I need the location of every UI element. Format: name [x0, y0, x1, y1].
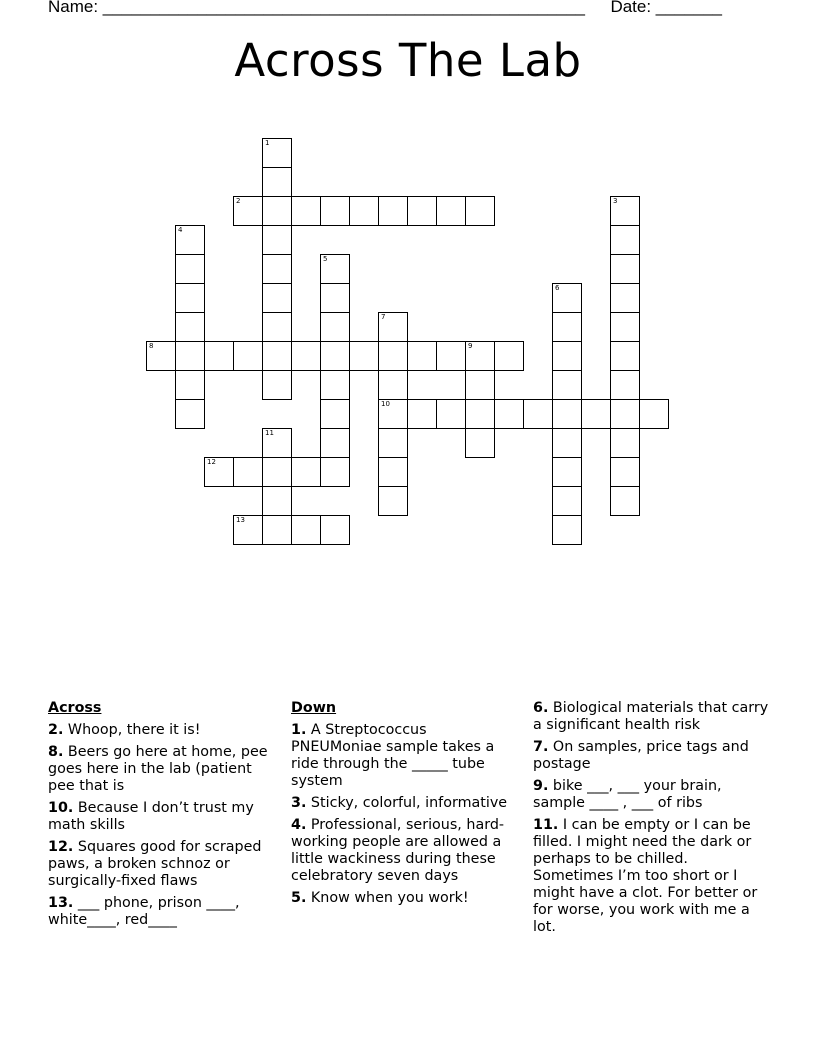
grid-cell[interactable] [233, 457, 263, 487]
puzzle-title: Across The Lab [234, 34, 582, 87]
clue-number: 8. [48, 744, 64, 760]
grid-cell[interactable] [291, 515, 321, 545]
name-field[interactable]: Name: ___________________________________________________ [48, 0, 585, 16]
clue-number-label: 11 [265, 429, 274, 437]
clue-item [533, 778, 769, 812]
grid-cell[interactable] [262, 341, 292, 371]
grid-cell[interactable] [436, 341, 466, 371]
clue-item [48, 722, 278, 739]
grid-cell[interactable] [233, 515, 263, 545]
clue-number-label: 5 [323, 255, 328, 263]
clue-number: 1. [291, 722, 307, 738]
clue-number: 6. [533, 700, 549, 716]
grid-cell[interactable] [320, 457, 350, 487]
clue-item [291, 890, 519, 907]
clue-number-label: 7 [381, 313, 386, 321]
grid-cell[interactable] [407, 196, 437, 226]
grid-cell[interactable] [320, 515, 350, 545]
clue-number: 7. [533, 739, 549, 755]
clue-number-label: 1 [265, 139, 270, 147]
grid-cell[interactable] [262, 428, 292, 458]
grid-cell[interactable] [262, 283, 292, 313]
down-heading: Down [291, 700, 337, 716]
grid-cell[interactable] [378, 457, 408, 487]
clue-item [48, 744, 278, 795]
grid-cell[interactable] [262, 312, 292, 342]
date-field[interactable]: Date: _______ [610, 0, 722, 16]
grid-cell[interactable] [581, 399, 611, 429]
grid-cell[interactable] [233, 196, 263, 226]
grid-cell[interactable] [262, 486, 292, 516]
clue-text: bike ___, ___ your brain, sample ____ , ___ of ribs [533, 778, 722, 811]
grid-cell[interactable] [465, 341, 495, 371]
grid-cell[interactable] [552, 486, 582, 516]
grid-cell[interactable] [378, 370, 408, 400]
grid-cell[interactable] [262, 515, 292, 545]
grid-cell[interactable] [175, 341, 205, 371]
clue-text: I can be empty or I can be filled. I might need the dark or perhaps to be chilled. Sometimes I’m too short or I might have a clot. For better or for worse, you work with me a lot. [533, 817, 758, 935]
grid-cell[interactable] [552, 515, 582, 545]
clue-item [48, 839, 278, 890]
clue-item [48, 895, 278, 929]
grid-cell[interactable] [175, 225, 205, 255]
clue-number-label: 13 [236, 516, 245, 524]
clue-text: ___ phone, prison ____, white____, red____ [48, 895, 240, 928]
clue-item [291, 722, 519, 790]
grid-cell[interactable] [610, 370, 640, 400]
grid-cell[interactable] [291, 196, 321, 226]
grid-cell[interactable] [610, 428, 640, 458]
clue-text: Because I don’t trust my math skills [48, 800, 254, 833]
grid-cell[interactable] [610, 225, 640, 255]
grid-cell[interactable] [146, 341, 176, 371]
grid-cell[interactable] [233, 341, 263, 371]
clue-number-label: 12 [207, 458, 216, 466]
grid-cell[interactable] [407, 399, 437, 429]
clue-text: Biological materials that carry a significant health risk [533, 700, 769, 733]
grid-cell[interactable] [436, 196, 466, 226]
grid-cell[interactable] [610, 283, 640, 313]
clue-item [291, 817, 519, 885]
clue-item [291, 795, 519, 812]
clue-number: 4. [291, 817, 307, 833]
grid-cell[interactable] [552, 370, 582, 400]
grid-cell[interactable] [262, 138, 292, 168]
grid-cell[interactable] [204, 457, 234, 487]
grid-cell[interactable] [378, 196, 408, 226]
grid-cell[interactable] [262, 457, 292, 487]
grid-cell[interactable] [320, 196, 350, 226]
grid-cell[interactable] [465, 370, 495, 400]
grid-cell[interactable] [610, 196, 640, 226]
clue-number-label: 8 [149, 342, 154, 350]
clue-text: A Streptococcus PNEUMoniae sample takes a ride through the _____ tube system [291, 722, 495, 789]
across-heading: Across [48, 700, 102, 716]
grid-cell[interactable] [465, 196, 495, 226]
clue-number-label: 6 [555, 284, 560, 292]
grid-cell[interactable] [523, 399, 553, 429]
grid-cell[interactable] [552, 457, 582, 487]
grid-cell[interactable] [465, 428, 495, 458]
clue-number-label: 10 [381, 400, 390, 408]
grid-cell[interactable] [378, 399, 408, 429]
grid-cell[interactable] [436, 399, 466, 429]
clue-text: Beers go here at home, pee goes here in the lab (patient pee that is [48, 744, 268, 794]
grid-cell[interactable] [175, 370, 205, 400]
clue-number: 9. [533, 778, 549, 794]
clue-text: Squares good for scraped paws, a broken schnoz or surgically-fixed flaws [48, 839, 262, 889]
clue-number: 11. [533, 817, 559, 833]
grid-cell[interactable] [262, 370, 292, 400]
grid-cell[interactable] [320, 283, 350, 313]
clue-text: Sticky, colorful, informative [306, 795, 508, 811]
grid-cell[interactable] [320, 254, 350, 284]
grid-cell[interactable] [262, 225, 292, 255]
grid-cell[interactable] [320, 312, 350, 342]
grid-cell[interactable] [552, 283, 582, 313]
grid-cell[interactable] [349, 341, 379, 371]
grid-cell[interactable] [378, 486, 408, 516]
clue-number-label: 4 [178, 226, 183, 234]
clue-text: Whoop, there it is! [63, 722, 201, 738]
grid-cell[interactable] [204, 341, 234, 371]
grid-cell[interactable] [639, 399, 669, 429]
grid-cell[interactable] [175, 312, 205, 342]
grid-cell[interactable] [262, 167, 292, 197]
grid-cell[interactable] [465, 399, 495, 429]
clue-number: 2. [48, 722, 64, 738]
across-clues [48, 700, 278, 934]
grid-cell[interactable] [320, 341, 350, 371]
grid-cell[interactable] [320, 428, 350, 458]
grid-cell[interactable] [291, 457, 321, 487]
grid-cell[interactable] [610, 399, 640, 429]
clue-number-label: 2 [236, 197, 241, 205]
grid-cell[interactable] [552, 428, 582, 458]
clue-item [533, 739, 769, 773]
grid-cell[interactable] [320, 399, 350, 429]
clue-number-label: 9 [468, 342, 473, 350]
clue-number-label: 3 [613, 197, 618, 205]
grid-cell[interactable] [262, 196, 292, 226]
clue-number: 12. [48, 839, 74, 855]
grid-cell[interactable] [407, 341, 437, 371]
grid-cell[interactable] [610, 457, 640, 487]
down-clues-continued [533, 700, 769, 941]
grid-cell[interactable] [320, 370, 350, 400]
clue-item [48, 800, 278, 834]
grid-cell[interactable] [378, 341, 408, 371]
down-clues [291, 700, 519, 912]
clue-number: 5. [291, 890, 307, 906]
grid-cell[interactable] [610, 312, 640, 342]
clue-item [533, 700, 769, 734]
grid-cell[interactable] [494, 341, 524, 371]
grid-cell[interactable] [610, 341, 640, 371]
grid-cell[interactable] [175, 254, 205, 284]
grid-cell[interactable] [291, 341, 321, 371]
grid-cell[interactable] [610, 486, 640, 516]
grid-cell[interactable] [494, 399, 524, 429]
grid-cell[interactable] [175, 283, 205, 313]
grid-cell[interactable] [378, 428, 408, 458]
grid-cell[interactable] [552, 341, 582, 371]
clue-item [533, 817, 769, 936]
clue-number: 10. [48, 800, 74, 816]
clue-text: On samples, price tags and postage [533, 739, 749, 772]
grid-cell[interactable] [262, 254, 292, 284]
grid-cell[interactable] [552, 399, 582, 429]
clue-text: Know when you work! [306, 890, 469, 906]
grid-cell[interactable] [552, 312, 582, 342]
grid-cell[interactable] [610, 254, 640, 284]
grid-cell[interactable] [175, 399, 205, 429]
grid-cell[interactable] [378, 312, 408, 342]
clue-number: 13. [48, 895, 74, 911]
clue-number: 3. [291, 795, 307, 811]
grid-cell[interactable] [349, 196, 379, 226]
clue-text: Professional, serious, hard-working people are allowed a little wackiness during these celebratory seven days [291, 817, 505, 884]
